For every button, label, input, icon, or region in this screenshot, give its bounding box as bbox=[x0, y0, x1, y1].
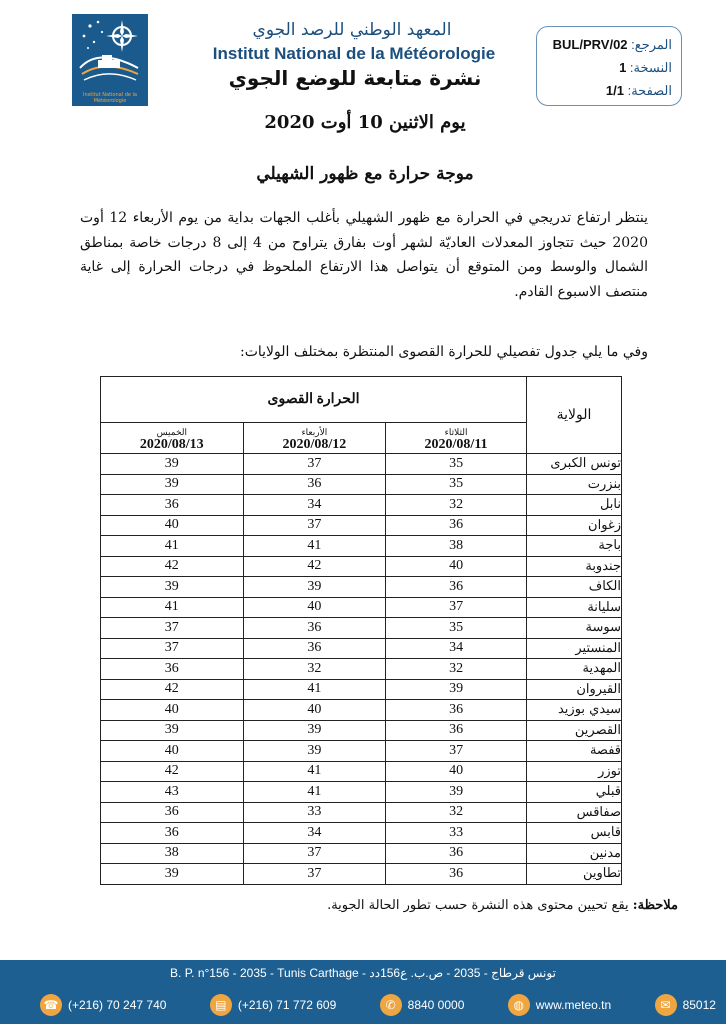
temperature-cell: 33 bbox=[386, 823, 527, 844]
temperature-cell: 41 bbox=[243, 782, 386, 803]
contact-text: (+216) 70 247 740 bbox=[68, 998, 167, 1012]
temperature-cell: 39 bbox=[101, 577, 244, 598]
wilaya-cell: مدنين bbox=[527, 843, 622, 864]
logo-caption: Institut National de la Météorologie bbox=[83, 92, 137, 104]
temperature-cell: 40 bbox=[101, 700, 244, 721]
wilaya-cell: صفاقس bbox=[527, 802, 622, 823]
temperature-cell: 42 bbox=[243, 556, 386, 577]
table-row bbox=[101, 618, 622, 639]
temperature-cell: 37 bbox=[386, 597, 527, 618]
contact-text: 8840 0000 bbox=[407, 998, 465, 1012]
table-row bbox=[101, 659, 622, 680]
table-row bbox=[101, 556, 622, 577]
page-label: الصفحة: bbox=[627, 83, 672, 98]
temperature-cell: 42 bbox=[101, 679, 244, 700]
column-header-max-temperature: الحرارة القصوى bbox=[101, 377, 527, 423]
wilaya-cell: زغوان bbox=[527, 515, 622, 536]
temperature-cell: 40 bbox=[243, 597, 386, 618]
max-temperature-table bbox=[100, 376, 622, 885]
table-row bbox=[101, 782, 622, 803]
table-row bbox=[101, 843, 622, 864]
temperature-cell: 42 bbox=[101, 761, 244, 782]
day-date: 2020/08/11 bbox=[424, 437, 488, 452]
column-header-wilaya: الولاية bbox=[527, 377, 622, 454]
wilaya-cell: المنستير bbox=[527, 638, 622, 659]
table-row bbox=[101, 741, 622, 762]
contact-item bbox=[40, 994, 166, 1016]
copy-line bbox=[546, 56, 672, 79]
page-value: 1/1 bbox=[605, 83, 624, 98]
wilaya-cell: سيدي بوزيد bbox=[527, 700, 622, 721]
bulletin-title: نشرة متابعة للوضع الجوي bbox=[228, 66, 482, 90]
table-row bbox=[101, 720, 622, 741]
temperature-cell: 32 bbox=[243, 659, 386, 680]
table-row bbox=[101, 864, 622, 885]
temperature-cell: 36 bbox=[386, 720, 527, 741]
wilaya-cell: القصرين bbox=[527, 720, 622, 741]
column-header-day bbox=[386, 423, 527, 454]
temperature-cell: 38 bbox=[386, 536, 527, 557]
temperature-cell: 39 bbox=[101, 864, 244, 885]
wilaya-cell: قبلي bbox=[527, 782, 622, 803]
wilaya-cell: قفصة bbox=[527, 741, 622, 762]
temperature-cell: 32 bbox=[386, 495, 527, 516]
contact-item bbox=[380, 994, 465, 1016]
temperature-cell: 41 bbox=[101, 536, 244, 557]
temperature-cell: 36 bbox=[243, 618, 386, 639]
footer-address: B. P. n°156 - 2035 - Tunis Carthage - تونس قرطاج - 2035 - ص.ب. ع156دد bbox=[170, 966, 556, 980]
temperature-cell: 32 bbox=[386, 659, 527, 680]
temperature-cell: 36 bbox=[386, 700, 527, 721]
forecast-paragraph: ينتظر ارتفاع تدريجي في الحرارة مع ظهور الشهيلي بأغلب الجهات بداية من يوم الأربعاء 12 أوت 2020 حيث تتجاوز المعدلات العاديّة لشهر أوت بفارق يتراوح من 4 إلى 8 درجات خاصة بمناطق الشمال والوسط ومن المتوقع أن يتواصل هذا الارتفاع الملحوظ في درجات الحرارة إلى غاية منتصف الاسبوع القادم. bbox=[80, 210, 648, 300]
wilaya-cell: تطاوين bbox=[527, 864, 622, 885]
temperature-cell: 36 bbox=[101, 659, 244, 680]
table-row bbox=[101, 577, 622, 598]
temperature-cell: 37 bbox=[243, 843, 386, 864]
temperature-cell: 36 bbox=[386, 577, 527, 598]
table-row bbox=[101, 454, 622, 475]
temperature-cell: 33 bbox=[243, 802, 386, 823]
temperature-cell: 37 bbox=[243, 454, 386, 475]
contact-item bbox=[508, 994, 611, 1016]
table-row bbox=[101, 700, 622, 721]
day-name: الثلاثاء bbox=[444, 427, 468, 437]
column-header-day bbox=[243, 423, 386, 454]
wilaya-cell: تونس الكبرى bbox=[527, 454, 622, 475]
table-body bbox=[101, 454, 622, 885]
temperature-cell: 40 bbox=[101, 741, 244, 762]
temperature-cell: 36 bbox=[101, 823, 244, 844]
table-row bbox=[101, 536, 622, 557]
temperature-cell: 39 bbox=[101, 454, 244, 475]
temperature-cell: 37 bbox=[243, 515, 386, 536]
institute-name-fr: Institut National de la Météorologie bbox=[212, 44, 496, 63]
page-line bbox=[546, 79, 672, 102]
temperature-cell: 34 bbox=[243, 495, 386, 516]
logo-emblem-icon bbox=[72, 14, 148, 96]
temperature-cell: 36 bbox=[101, 495, 244, 516]
sms-icon: ✉ bbox=[655, 994, 677, 1016]
fax-icon: ▤ bbox=[210, 994, 232, 1016]
note-text: يقع تحيين محتوى هذه النشرة حسب تطور الحالة الجوية. bbox=[327, 898, 629, 913]
temperature-cell: 36 bbox=[243, 638, 386, 659]
wilaya-cell: بنزرت bbox=[527, 474, 622, 495]
globe-icon: ◍ bbox=[508, 994, 530, 1016]
column-header-day bbox=[101, 423, 244, 454]
temperature-cell: 39 bbox=[243, 720, 386, 741]
temperature-cell: 37 bbox=[101, 638, 244, 659]
table-row bbox=[101, 679, 622, 700]
bulletin-date: يوم الاثنين 10 أوت 2020 bbox=[264, 112, 466, 133]
wilaya-cell: جندوبة bbox=[527, 556, 622, 577]
day-name: الأربعاء bbox=[301, 427, 328, 437]
temperature-cell: 41 bbox=[101, 597, 244, 618]
temperature-cell: 40 bbox=[386, 556, 527, 577]
temperature-cell: 43 bbox=[101, 782, 244, 803]
contact-text: 85012 bbox=[682, 998, 716, 1012]
table-intro: وفي ما يلي جدول تفصيلي للحرارة القصوى المنتظرة بمختلف الولايات: bbox=[240, 344, 648, 360]
temperature-cell: 42 bbox=[101, 556, 244, 577]
temperature-cell: 34 bbox=[243, 823, 386, 844]
temperature-cell: 40 bbox=[243, 700, 386, 721]
reference-box bbox=[536, 26, 682, 106]
reference-line bbox=[546, 33, 672, 56]
day-date: 2020/08/13 bbox=[139, 437, 204, 452]
wilaya-cell: نابل bbox=[527, 495, 622, 516]
temperature-cell: 36 bbox=[243, 474, 386, 495]
copy-value: 1 bbox=[619, 60, 627, 75]
wilaya-cell: قابس bbox=[527, 823, 622, 844]
wilaya-cell: سوسة bbox=[527, 618, 622, 639]
note bbox=[210, 898, 678, 913]
temperature-cell: 41 bbox=[243, 761, 386, 782]
table-row bbox=[101, 761, 622, 782]
temperature-cell: 34 bbox=[386, 638, 527, 659]
headline: موجة حرارة مع ظهور الشهيلي bbox=[256, 164, 474, 184]
temperature-cell: 35 bbox=[386, 474, 527, 495]
copy-label: النسخة: bbox=[629, 60, 672, 75]
temperature-cell: 37 bbox=[386, 741, 527, 762]
contact-item bbox=[210, 994, 336, 1016]
temperature-cell: 40 bbox=[101, 515, 244, 536]
table-row bbox=[101, 495, 622, 516]
temperature-cell: 38 bbox=[101, 843, 244, 864]
wilaya-cell: الكاف bbox=[527, 577, 622, 598]
wilaya-cell: باجة bbox=[527, 536, 622, 557]
temperature-cell: 40 bbox=[386, 761, 527, 782]
inm-logo bbox=[72, 14, 148, 106]
wilaya-cell: القيروان bbox=[527, 679, 622, 700]
table-row bbox=[101, 802, 622, 823]
temperature-cell: 36 bbox=[386, 843, 527, 864]
table-row bbox=[101, 638, 622, 659]
temperature-cell: 39 bbox=[243, 741, 386, 762]
phone-icon: ☎ bbox=[40, 994, 62, 1016]
wilaya-cell: توزر bbox=[527, 761, 622, 782]
temperature-cell: 37 bbox=[101, 618, 244, 639]
footer-contacts bbox=[40, 990, 716, 1020]
wilaya-cell: سليانة bbox=[527, 597, 622, 618]
reference-label: المرجع: bbox=[631, 37, 672, 52]
table-row bbox=[101, 474, 622, 495]
table-row bbox=[101, 823, 622, 844]
temperature-cell: 39 bbox=[386, 679, 527, 700]
temperature-cell: 35 bbox=[386, 454, 527, 475]
temperature-cell: 39 bbox=[101, 720, 244, 741]
temperature-cell: 39 bbox=[386, 782, 527, 803]
table-row bbox=[101, 597, 622, 618]
temperature-cell: 41 bbox=[243, 679, 386, 700]
institute-name-ar: المعهد الوطني للرصد الجوي bbox=[252, 20, 452, 40]
temperature-cell: 32 bbox=[386, 802, 527, 823]
hotline-icon: ✆ bbox=[380, 994, 402, 1016]
footer bbox=[0, 960, 726, 1024]
temperature-cell: 39 bbox=[243, 577, 386, 598]
temperature-cell: 36 bbox=[386, 515, 527, 536]
temperature-cell: 39 bbox=[101, 474, 244, 495]
reference-value: BUL/PRV/02 bbox=[552, 37, 628, 52]
note-label: ملاحظة: bbox=[632, 898, 678, 913]
day-name: الخميس bbox=[156, 427, 188, 437]
day-date: 2020/08/12 bbox=[282, 437, 347, 452]
contact-text: (+216) 71 772 609 bbox=[237, 998, 337, 1012]
table-row bbox=[101, 515, 622, 536]
temperature-cell: 37 bbox=[243, 864, 386, 885]
contact-text[interactable]: www.meteo.tn bbox=[535, 998, 612, 1012]
temperature-cell: 36 bbox=[386, 864, 527, 885]
temperature-cell: 35 bbox=[386, 618, 527, 639]
contact-item bbox=[655, 994, 716, 1016]
temperature-cell: 41 bbox=[243, 536, 386, 557]
temperature-cell: 36 bbox=[101, 802, 244, 823]
wilaya-cell: المهدية bbox=[527, 659, 622, 680]
